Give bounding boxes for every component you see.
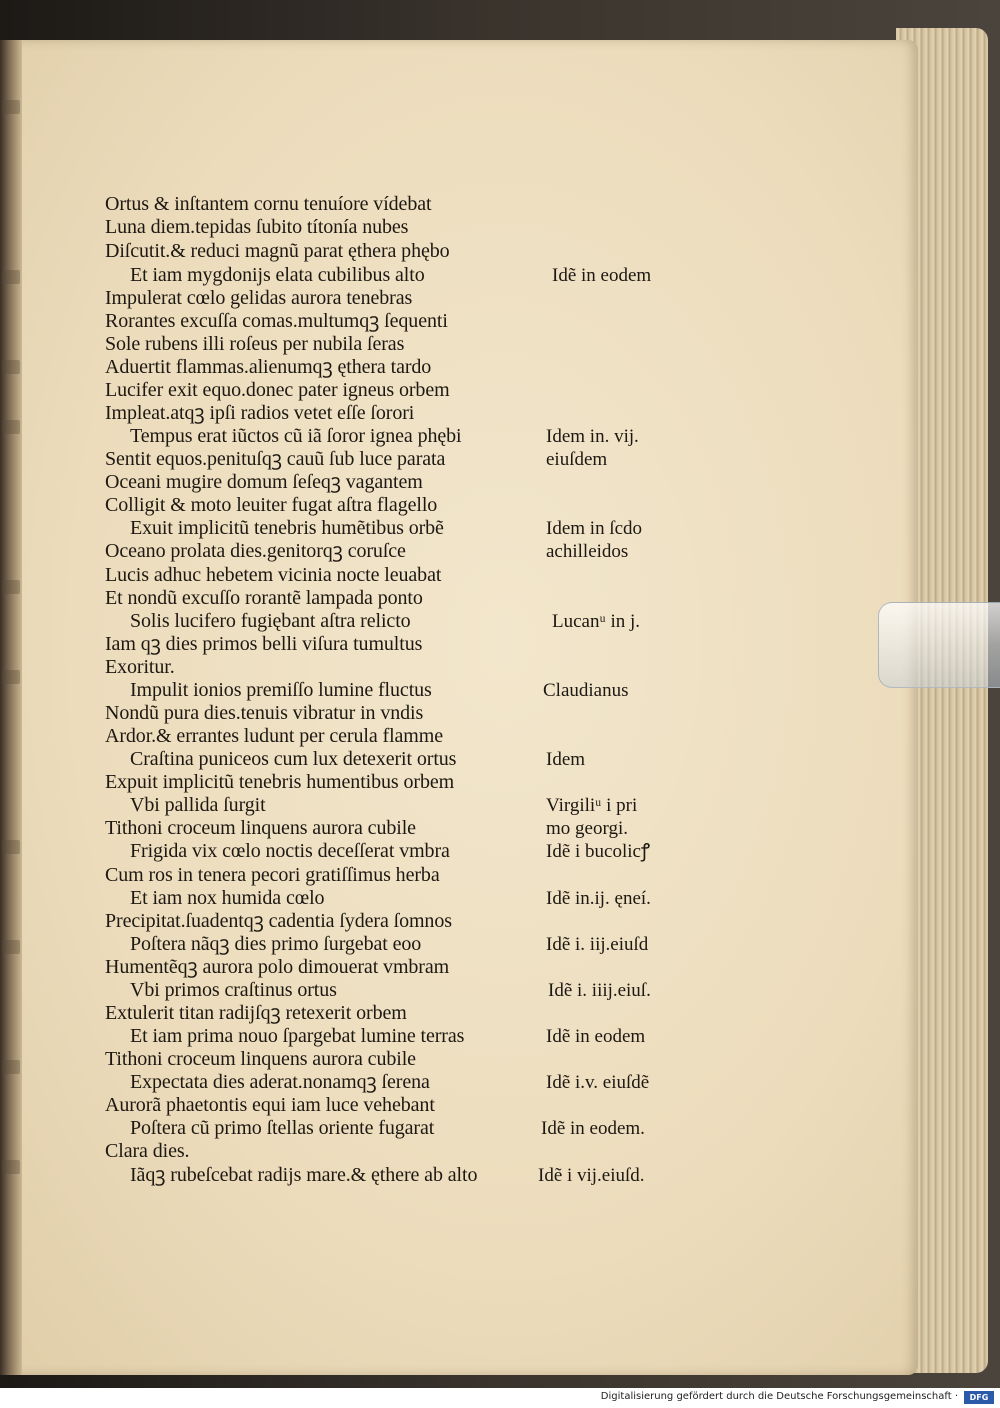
text-line: Craſtina puniceos cum lux detexerit ortus: [130, 748, 457, 770]
margin-note: Idẽ in eodem: [546, 1026, 646, 1047]
margin-note: Idem in ſcdo: [546, 518, 643, 539]
text-line: Extulerit titan radĳſqꝫ retexerit orbem: [105, 1002, 407, 1024]
text-line: Poſtera cũ primo ſtellas oriente fugarat: [130, 1117, 435, 1139]
funding-credit: Digitalisierung gefördert durch die Deutsche Forschungsgemeinschaft ·: [600, 1391, 958, 1402]
text-line: Lucis adhuc hebetem vicinia nocte leuabat: [105, 564, 442, 586]
margin-note: eiuſdem: [546, 449, 608, 470]
text-line: Et iam mygdonĳs elata cubilibus alto: [130, 264, 425, 286]
text-line: Impulit ionios premiſſo lumine fluctus: [130, 679, 432, 701]
text-line: Sentit equos.penituſqꝫ cauũ ſub luce parata: [105, 448, 446, 470]
margin-note: Idẽ i. iĳ.eiuſd: [546, 934, 649, 955]
text-line: Poſtera nãqꝫ dies primo ſurgebat eoo: [130, 933, 422, 955]
facing-page-mark: [2, 100, 20, 114]
margin-note: Lucanᵘ in j.: [552, 611, 641, 632]
text-line: Impleat.atqꝫ ipſi radios vetet eſſe ſorori: [105, 402, 415, 424]
footer-bar: [0, 1388, 1000, 1408]
text-line: Rorantes excuſſa comas.multumqꝫ ſequenti: [105, 310, 448, 332]
margin-note: mo georgi.: [546, 818, 628, 839]
text-line: Frigida vix cœlo noctis deceſſerat vmbra: [130, 840, 450, 862]
text-line: Colligit & moto leuiter fugat aſtra flagello: [105, 494, 438, 516]
text-line: Clara dies.: [105, 1140, 190, 1162]
text-line: Lucifer exit equo.donec pater igneus orbem: [105, 379, 450, 401]
dfg-logo: DFG: [964, 1391, 994, 1404]
text-line: Sole rubens illi roſeus per nubila ſeras: [105, 333, 405, 355]
text-line: Et iam prima nouo ſpargebat lumine terras: [130, 1025, 465, 1047]
text-line: Cum ros in tenera pecori gratiſſimus herba: [105, 864, 440, 886]
text-line: Humentẽqꝫ aurora polo dimouerat vmbram: [105, 956, 450, 978]
margin-note: Idẽ in eodem: [552, 265, 652, 286]
text-line: Oceano prolata dies.genitorqꝫ coruſce: [105, 540, 406, 562]
text-line: Expuit implicitũ tenebris humentibus orbem: [105, 771, 455, 793]
text-line: Iam qꝫ dies primos belli viſura tumultus: [105, 633, 423, 655]
margin-note: Idẽ i vĳ.eiuſd.: [538, 1165, 645, 1186]
facing-page-mark: [2, 670, 20, 684]
margin-note: Idem in. vĳ.: [546, 426, 639, 447]
text-line: Tithoni croceum linquens aurora cubile: [105, 817, 416, 839]
margin-note: Virgiliᵘ i pri: [546, 795, 638, 816]
margin-note: Idẽ in eodem.: [541, 1118, 645, 1139]
text-line: Et iam nox humida cœlo: [130, 887, 325, 909]
facing-page-mark: [2, 940, 20, 954]
margin-note: Idẽ in.ĳ. ęneí.: [546, 888, 651, 909]
facing-page-mark: [2, 1160, 20, 1174]
text-line: Solis lucifero fugiębant aſtra relicto: [130, 610, 411, 632]
facing-page-mark: [2, 270, 20, 284]
text-line: Vbi primos craſtinus ortus: [130, 979, 337, 1001]
text-line: Tempus erat iũctos cũ iã ſoror ignea phębi: [130, 425, 462, 447]
text-line: Vbi pallida ſurgit: [130, 794, 266, 816]
text-line: Precipitat.ſuadentqꝫ cadentia ſydera ſomnos: [105, 910, 452, 932]
facing-page-mark: [2, 420, 20, 434]
text-line: Exuit implicitũ tenebris humẽtibus orbẽ: [130, 517, 444, 539]
text-line: Luna diem.tepidas ſubito títonía nubes: [105, 216, 409, 238]
margin-note: Idẽ i.v. eiuſdẽ: [546, 1072, 650, 1093]
text-line: Impulerat cœlo gelidas aurora tenebras: [105, 287, 413, 309]
text-line: Oceani mugire domum ſeſeqꝫ vagantem: [105, 471, 423, 493]
text-line: Ortus & inſtantem cornu tenuíore vídebat: [105, 193, 432, 215]
text-line: Ardor.& errantes ludunt per cerula flamme: [105, 725, 443, 747]
text-line: Aurorã phaetontis equi iam luce vehebant: [105, 1094, 435, 1116]
text-line: Expectata dies aderat.nonamqꝫ ſerena: [130, 1071, 430, 1093]
facing-page-mark: [2, 840, 20, 854]
facing-page-mark: [2, 580, 20, 594]
text-line: Aduertit flammas.alienumqꝫ ęthera tardo: [105, 356, 432, 378]
margin-note: Idẽ i bucolicꝭ: [546, 841, 650, 862]
margin-note: Idẽ i. iiĳ.eiuſ.: [548, 980, 651, 1001]
text-line: Tithoni croceum linquens aurora cubile: [105, 1048, 416, 1070]
text-line: Diſcutit.& reduci magnũ parat ęthera phębo: [105, 240, 450, 262]
text-line: Exoritur.: [105, 656, 175, 678]
margin-note: achilleidos: [546, 541, 629, 562]
margin-note: Idem: [546, 749, 586, 770]
facing-page-mark: [2, 1060, 20, 1074]
margin-note: Claudianus: [543, 680, 629, 701]
facing-page-mark: [2, 360, 20, 374]
text-line: Iãqꝫ rubeſcebat radĳs mare.& ęthere ab alto: [130, 1164, 478, 1186]
text-line: Nondũ pura dies.tenuis vibratur in vndis: [105, 702, 424, 724]
text-line: Et nondũ excuſſo rorantẽ lampada ponto: [105, 587, 423, 609]
facing-page-edge: [0, 60, 22, 1240]
plastic-page-clip: [878, 602, 1000, 688]
